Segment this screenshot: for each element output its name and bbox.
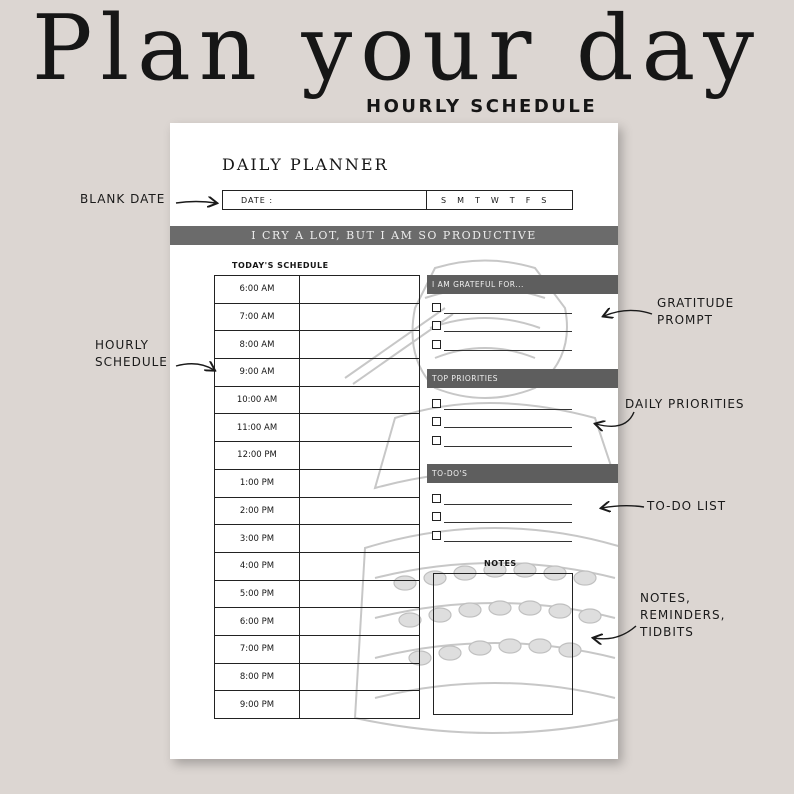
grateful-item[interactable] [432, 337, 572, 351]
time-label: 8:00 AM [215, 331, 300, 358]
annotation-notes-line-3: TIDBITS [640, 625, 694, 639]
planner-title: DAILY PLANNER [222, 155, 389, 174]
weekday-selector[interactable] [427, 196, 572, 205]
writing-line [444, 427, 572, 428]
day-saturday[interactable]: S [541, 195, 548, 205]
time-label: 5:00 PM [215, 581, 300, 608]
todo-item[interactable] [432, 491, 572, 505]
annotation-hourly-line-1: HOURLY [95, 338, 150, 352]
checkbox[interactable] [432, 321, 441, 330]
annotation-priorities [625, 396, 745, 413]
schedule-entry[interactable] [300, 414, 419, 441]
grateful-item[interactable] [432, 318, 572, 332]
writing-line [444, 313, 572, 314]
writing-line [444, 331, 572, 332]
schedule-entry[interactable] [300, 387, 419, 414]
day-friday[interactable]: F [525, 195, 532, 205]
date-field[interactable] [222, 190, 573, 210]
schedule-entry[interactable] [300, 525, 419, 552]
schedule-row [215, 636, 419, 664]
time-label: 7:00 PM [215, 636, 300, 663]
schedule-row [215, 691, 419, 719]
time-label: 12:00 PM [215, 442, 300, 469]
annotation-priorities-text: DAILY PRIORITIES [625, 397, 745, 411]
schedule-row [215, 664, 419, 692]
schedule-entry[interactable] [300, 498, 419, 525]
time-label: 2:00 PM [215, 498, 300, 525]
time-label: 9:00 PM [215, 691, 300, 718]
time-label: 6:00 PM [215, 608, 300, 635]
schedule-entry[interactable] [300, 331, 419, 358]
grateful-header: I AM GRATEFUL FOR... [427, 275, 618, 294]
time-label: 9:00 AM [215, 359, 300, 386]
schedule-row [215, 304, 419, 332]
writing-line [444, 446, 572, 447]
schedule-entry[interactable] [300, 636, 419, 663]
writing-line [444, 522, 572, 523]
writing-line [444, 504, 572, 505]
checkbox[interactable] [432, 417, 441, 426]
quote-banner: I CRY A LOT, BUT I AM SO PRODUCTIVE [170, 226, 618, 245]
main-title: Plan your day [31, 0, 763, 101]
checkbox[interactable] [432, 436, 441, 445]
writing-line [444, 541, 572, 542]
time-label: 1:00 PM [215, 470, 300, 497]
todo-header: TO-DO'S [427, 464, 618, 483]
time-label: 7:00 AM [215, 304, 300, 331]
schedule-row [215, 553, 419, 581]
schedule-entry[interactable] [300, 276, 419, 303]
notes-title: NOTES [484, 559, 517, 568]
schedule-title: TODAY'S SCHEDULE [232, 261, 329, 270]
time-label: 6:00 AM [215, 276, 300, 303]
annotation-gratitude-line-2: PROMPT [657, 313, 713, 327]
priority-item[interactable] [432, 396, 572, 410]
writing-line [444, 350, 572, 351]
day-monday[interactable]: M [457, 195, 465, 205]
checkbox[interactable] [432, 531, 441, 540]
subtitle: HOURLY SCHEDULE [366, 96, 598, 117]
day-tuesday[interactable]: T [474, 195, 481, 205]
schedule-row [215, 331, 419, 359]
checkbox[interactable] [432, 303, 441, 312]
annotation-notes-line-2: REMINDERS, [640, 608, 726, 622]
writing-line [444, 409, 572, 410]
annotation-notes [640, 590, 725, 641]
checkbox[interactable] [432, 512, 441, 521]
schedule-entry[interactable] [300, 553, 419, 580]
todo-item[interactable] [432, 509, 572, 523]
schedule-row [215, 608, 419, 636]
hourly-schedule-table [214, 275, 420, 719]
schedule-row [215, 470, 419, 498]
schedule-row [215, 359, 419, 387]
schedule-row [215, 442, 419, 470]
schedule-row [215, 387, 419, 415]
schedule-row [215, 498, 419, 526]
annotation-todo [647, 498, 726, 515]
schedule-row [215, 276, 419, 304]
date-label: DATE : [223, 191, 427, 209]
schedule-row [215, 525, 419, 553]
planner-page [170, 123, 618, 759]
todo-item[interactable] [432, 528, 572, 542]
notes-area[interactable] [433, 573, 573, 715]
schedule-entry[interactable] [300, 608, 419, 635]
checkbox[interactable] [432, 399, 441, 408]
annotation-todo-text: TO-DO LIST [647, 499, 727, 513]
day-sunday[interactable]: S [441, 195, 448, 205]
schedule-entry[interactable] [300, 359, 419, 386]
time-label: 8:00 PM [215, 664, 300, 691]
time-label: 4:00 PM [215, 553, 300, 580]
time-label: 11:00 AM [215, 414, 300, 441]
time-label: 10:00 AM [215, 387, 300, 414]
annotation-notes-line-1: NOTES, [640, 591, 691, 605]
schedule-entry[interactable] [300, 470, 419, 497]
annotation-blank-date-text: BLANK DATE [80, 192, 166, 206]
priority-item[interactable] [432, 414, 572, 428]
schedule-entry[interactable] [300, 442, 419, 469]
day-thursday[interactable]: T [509, 195, 516, 205]
grateful-item[interactable] [432, 300, 572, 314]
priority-item[interactable] [432, 433, 572, 447]
schedule-entry[interactable] [300, 664, 419, 691]
time-label: 3:00 PM [215, 525, 300, 552]
schedule-entry[interactable] [300, 691, 419, 718]
schedule-row [215, 414, 419, 442]
day-wednesday[interactable]: W [490, 195, 500, 205]
checkbox[interactable] [432, 494, 441, 503]
annotation-blank-date [80, 191, 165, 208]
priorities-header: TOP PRIORITIES [427, 369, 618, 388]
schedule-entry[interactable] [300, 581, 419, 608]
schedule-row [215, 581, 419, 609]
annotation-hourly-line-2: SCHEDULE [95, 355, 168, 369]
schedule-entry[interactable] [300, 304, 419, 331]
checkbox[interactable] [432, 340, 441, 349]
annotation-gratitude [657, 295, 734, 329]
annotation-hourly-schedule [95, 337, 168, 371]
annotation-gratitude-line-1: GRATITUDE [657, 296, 735, 310]
